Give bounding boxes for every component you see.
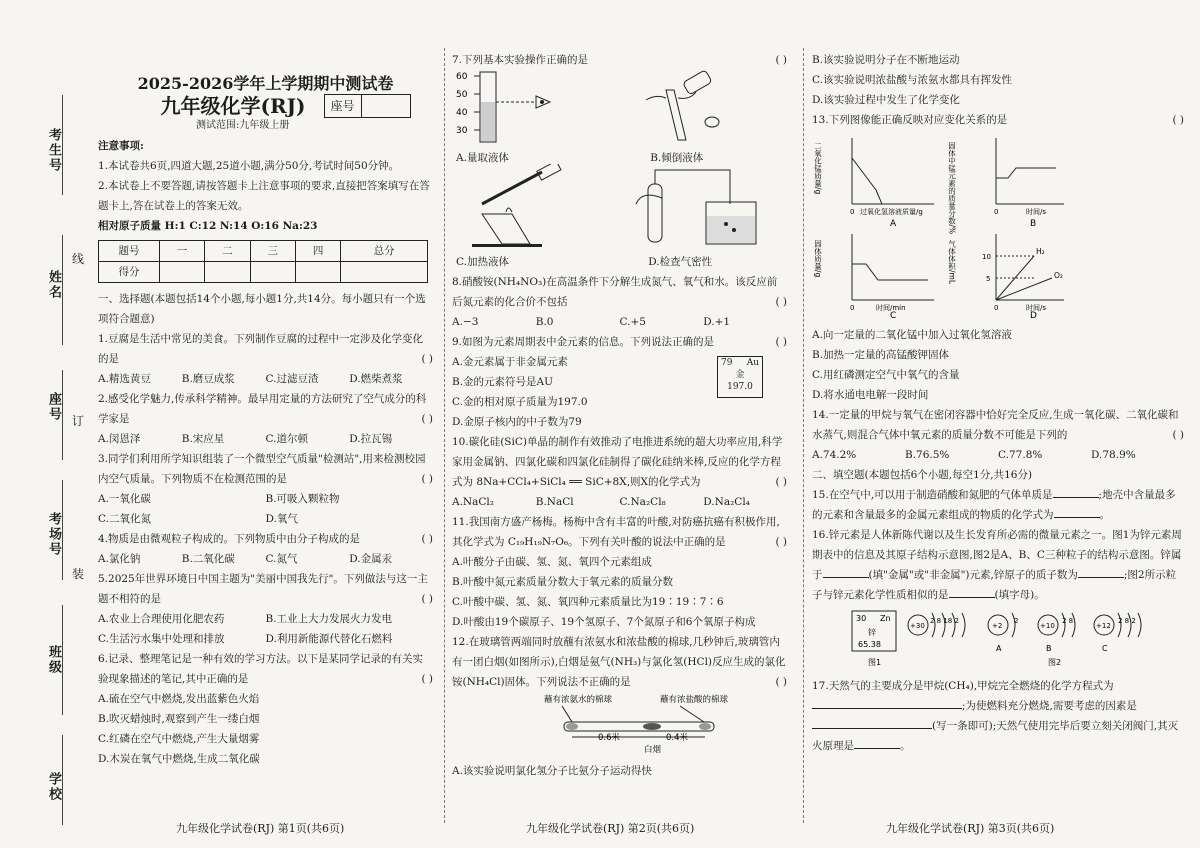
page-footer: 九年级化学试卷(RJ) 第1页(共6页) bbox=[176, 822, 345, 835]
particle-a bbox=[988, 613, 1018, 653]
question-16 bbox=[812, 525, 1184, 605]
question-text: 。 bbox=[900, 740, 911, 752]
score-table-row bbox=[99, 262, 428, 283]
question-text: ;地壳中含量最多的元素和含量最多的金属元素组成的物质的化学式为 bbox=[812, 489, 1176, 521]
question-stem: 10.碳化硅(SiC)单晶的制作有效推动了电推进系统的超大功率应用,科学家用金属钠、四氯化碳和四氯化硅制得了碳化硅纳米棒,反应的化学方程式为 8Na+CCl₄+SiCl₄ ══ SiC+8X,则X的化学式为 bbox=[452, 436, 783, 488]
element-name: 锌 bbox=[868, 628, 876, 637]
left-cotton-label: 蘸有浓氨水的棉球 bbox=[544, 695, 613, 705]
score-cell bbox=[160, 262, 205, 283]
question-stem: 8.硝酸铵(NH₄NO₃)在高温条件下分解生成氮气、氧气和水。该反应前后氮元素的化合价不包括 bbox=[452, 276, 778, 308]
option: D.检查气密性 bbox=[648, 256, 713, 268]
fill-line bbox=[62, 95, 64, 195]
particle-b bbox=[1038, 613, 1075, 653]
electron-shells: 2 8 bbox=[1062, 617, 1074, 625]
tick-label: 50 bbox=[456, 90, 468, 100]
electron-shells: 2 8 18 2 bbox=[930, 617, 959, 625]
figure-airtightness-check bbox=[626, 164, 787, 272]
option: D.将水通电电解一段时间 bbox=[812, 389, 929, 401]
score-cell: 得分 bbox=[99, 262, 160, 283]
figure-pouring-liquid bbox=[626, 70, 787, 164]
exam-title: 2025-2026学年上学期期中测试卷 bbox=[137, 74, 394, 93]
column-divider bbox=[444, 48, 445, 823]
page-1-column bbox=[98, 48, 433, 769]
option: C.氮气 bbox=[265, 553, 298, 565]
seal-mark-staple: 订 bbox=[72, 414, 85, 428]
distance-right: 0.4米 bbox=[666, 733, 689, 743]
graph-d-tick: 10 bbox=[982, 253, 991, 261]
answer-paren: ( ) bbox=[775, 476, 787, 488]
option: B.磨豆成浆 bbox=[181, 373, 235, 385]
graph-b bbox=[947, 138, 1064, 234]
zinc-structure-diagrams bbox=[812, 605, 1184, 669]
option: D.氧气 bbox=[265, 513, 298, 525]
exam-subtitle: 九年级化学(RJ) bbox=[160, 94, 306, 118]
question-15 bbox=[812, 485, 1184, 525]
svg-text:0: 0 bbox=[850, 304, 855, 312]
question-stem: 13.下列图像能正确反映对应变化关系的是 bbox=[812, 114, 1008, 126]
page-3-column bbox=[812, 50, 1184, 756]
nucleus-charge: +30 bbox=[910, 622, 925, 630]
right-cotton-label: 蘸有浓盐酸的棉球 bbox=[660, 695, 729, 705]
option: B.金的元素符号是AU bbox=[452, 376, 553, 388]
answer-paren: ( ) bbox=[421, 473, 433, 485]
question-text: 。 bbox=[1099, 509, 1110, 521]
options bbox=[98, 609, 433, 649]
fill-line bbox=[62, 605, 64, 715]
section-heading: 一、选择题(本题包括14个小题,每小题1分,共14分。每小题只有一个选项符合题意) bbox=[98, 293, 426, 325]
svg-text:0: 0 bbox=[994, 208, 999, 216]
svg-text:0: 0 bbox=[994, 304, 999, 312]
options bbox=[452, 492, 787, 512]
question-stem: 14.一定量的甲烷与氧气在密闭容器中恰好完全反应,生成一氧化碳、二氧化碳和水蒸气,则混合气体中氧元素的质量分数不可能是下列的 bbox=[812, 409, 1179, 441]
option: D.+1 bbox=[703, 316, 731, 328]
question-4 bbox=[98, 529, 433, 569]
tick-label: 30 bbox=[456, 126, 468, 136]
question-9 bbox=[452, 332, 787, 432]
graph-d bbox=[947, 234, 1064, 318]
question-14 bbox=[812, 405, 1184, 465]
question-text: 17.天然气的主要成分是甲烷(CH₄),甲烷完全燃烧的化学方程式为 bbox=[812, 680, 1114, 692]
atomic-mass-line: 相对原子质量 H:1 C:12 N:14 O:16 Na:23 bbox=[98, 220, 318, 232]
graph-d-x-label: 时间/s bbox=[1026, 304, 1047, 312]
score-cell: 总分 bbox=[341, 241, 428, 262]
particle-tag: B bbox=[1046, 644, 1052, 653]
zinc-element-tile bbox=[852, 611, 896, 651]
fill-line bbox=[62, 235, 64, 345]
option: D.木炭在氧气中燃烧,生成二氧化碳 bbox=[98, 753, 260, 765]
test-scope: 测试范围:九年级上册 bbox=[196, 120, 290, 131]
graph-c bbox=[813, 234, 934, 318]
answer-paren: ( ) bbox=[1172, 114, 1184, 126]
question-10 bbox=[452, 432, 787, 512]
column-divider bbox=[803, 48, 804, 823]
option: B.吹灭蜡烛时,观察到产生一缕白烟 bbox=[98, 713, 260, 725]
question-text: (写一条即可);天然气使用完毕后要立刻关闭阀门,其灭火原理是 bbox=[812, 720, 1179, 752]
section-heading: 二、填空题(本题包括6个小题,每空1分,共16分) bbox=[812, 469, 1033, 481]
question-1 bbox=[98, 329, 433, 389]
question-7 bbox=[452, 50, 787, 70]
question-stem: 5.2025年世界环境日中国主题为"美丽中国我先行"。下列做法与这一主题不相符的是 bbox=[98, 573, 428, 605]
tick-label: 40 bbox=[456, 108, 468, 118]
graph-c-y-label: 固体质量/g bbox=[813, 240, 823, 278]
option: B.工业上大力发展火力发电 bbox=[265, 613, 393, 625]
question-text: ;图2所示粒子与锌元素化学性质相似的是 bbox=[812, 569, 1177, 601]
graph-a-tag: A bbox=[890, 219, 897, 229]
option: A.金元素属于非金属元素 bbox=[452, 356, 568, 368]
answer-paren: ( ) bbox=[421, 533, 433, 545]
option: D.拉瓦锡 bbox=[349, 433, 393, 445]
atomic-mass: 65.38 bbox=[858, 640, 881, 649]
seal-mark-line: 线 bbox=[72, 252, 85, 266]
option: B.叶酸中氮元素质量分数大于氧元素的质量分数 bbox=[452, 576, 674, 588]
question-text: (填字母)。 bbox=[994, 589, 1045, 601]
electron-shells: 2 bbox=[1014, 617, 1019, 625]
nucleus-charge: +12 bbox=[1096, 622, 1111, 630]
score-cell bbox=[250, 262, 295, 283]
option: B.76.5% bbox=[905, 449, 950, 461]
question-text: 15.在空气中,可以用于制造硝酸和氮肥的气体单质是 bbox=[812, 489, 1053, 501]
question-text: ;为使燃料充分燃烧,需要考虑的因素是 bbox=[962, 700, 1137, 712]
option: B.二氧化碳 bbox=[181, 553, 235, 565]
options bbox=[98, 429, 433, 449]
question-stem: 6.记录、整理笔记是一种有效的学习方法。以下是某同学记录的有关实验现象描述的笔记,其中正确的是 bbox=[98, 653, 424, 685]
note-item: 1.本试卷共6页,四道大题,25道小题,满分50分,考试时间50分钟。 bbox=[98, 160, 400, 172]
option: A.叶酸分子由碳、氢、氮、氧四个元素组成 bbox=[452, 556, 652, 568]
options bbox=[452, 312, 787, 332]
graph-d-h2: H₂ bbox=[1036, 247, 1045, 256]
answer-paren: ( ) bbox=[421, 673, 433, 685]
option: C.二氧化氮 bbox=[98, 513, 151, 525]
score-cell: 三 bbox=[250, 241, 295, 262]
nucleus-charge: +2 bbox=[992, 622, 1003, 630]
option: D.叶酸由19个碳原子、19个氢原子、7个氮原子和6个氧原子构成 bbox=[452, 616, 756, 628]
answer-blank bbox=[812, 696, 962, 709]
question-stem: 3.同学们利用所学知识组装了一个微型空气质量"检测站",用来检测校园内空气质量。下列物质不在检测范围的是 bbox=[98, 453, 426, 485]
option: C.+5 bbox=[619, 316, 646, 328]
options bbox=[98, 489, 433, 529]
margin-label-class: 班级 bbox=[46, 645, 61, 675]
question-stem: 1.豆腐是生活中常见的美食。下列制作豆腐的过程中一定涉及化学变化的是 bbox=[98, 333, 424, 365]
option: B.宋应星 bbox=[181, 433, 225, 445]
cylinder-reading-illustration bbox=[452, 70, 572, 144]
answer-paren: ( ) bbox=[421, 353, 433, 365]
electron-shells: 2 8 2 bbox=[1118, 617, 1136, 625]
figure-heating-liquid bbox=[452, 164, 613, 272]
q7-figures-bottom bbox=[452, 164, 787, 272]
question-stem: 12.在玻璃管两端同时放蘸有浓氨水和浓盐酸的棉球,几秒钟后,玻璃管内有一团白烟(如图所示),白烟是氨气(NH₃)与氯化氢(HCl)反应生成的氯化铵(NH₄Cl)固体。下列说法不正确的是 bbox=[452, 636, 786, 688]
figure-caption: 图1 bbox=[868, 658, 882, 667]
option: C.道尔顿 bbox=[265, 433, 308, 445]
answer-blank bbox=[949, 585, 995, 598]
margin-label-exam-id: 考生号 bbox=[46, 128, 61, 173]
question-stem: 7.下列基本实验操作正确的是 bbox=[452, 54, 589, 66]
svg-text:0: 0 bbox=[850, 208, 855, 216]
score-cell bbox=[295, 262, 340, 283]
option: D.利用新能源代替化石燃料 bbox=[265, 633, 393, 645]
option: C.红磷在空气中燃烧,产生大量烟雾 bbox=[98, 733, 260, 745]
answer-blank bbox=[854, 736, 900, 749]
option: C.该实验说明浓盐酸与浓氨水都具有挥发性 bbox=[812, 74, 1012, 86]
question-stem: 4.物质是由微观粒子构成的。下列物质中由分子构成的是 bbox=[98, 533, 361, 545]
option: B.该实验说明分子在不断地运动 bbox=[812, 54, 960, 66]
zinc-atom-structure bbox=[908, 613, 965, 637]
page-footer: 九年级化学试卷(RJ) 第3页(共6页) bbox=[886, 822, 1055, 835]
option: C.过滤豆渣 bbox=[265, 373, 319, 385]
graph-d-tick: 5 bbox=[986, 275, 991, 283]
option: A.农业上合理使用化肥农药 bbox=[98, 613, 225, 625]
graph-a-y-label: 二氧化锰质量/g bbox=[813, 142, 823, 195]
seat-input-cell bbox=[361, 95, 410, 117]
margin-label-seat: 座号 bbox=[46, 392, 61, 422]
question-2 bbox=[98, 389, 433, 449]
option: A.−3 bbox=[452, 316, 479, 328]
option: C.金的相对原子质量为197.0 bbox=[452, 396, 588, 408]
particle-c bbox=[1094, 613, 1141, 653]
answer-paren: ( ) bbox=[775, 536, 787, 548]
question-8 bbox=[452, 272, 787, 332]
particle-tag: C bbox=[1102, 644, 1108, 653]
answer-paren: ( ) bbox=[421, 593, 433, 605]
option: B.0 bbox=[535, 316, 554, 328]
option: A.向一定量的二氧化锰中加入过氧化氢溶液 bbox=[812, 329, 1012, 341]
question-stem: 11.我国南方盛产杨梅。杨梅中含有丰富的叶酸,对防癌抗癌有积极作用,其化学式为 C₁₉H₁₉N₇O₆。下列有关叶酸的说法中正确的是 bbox=[452, 516, 780, 548]
graph-c-tag: C bbox=[890, 311, 897, 318]
option: C.77.8% bbox=[998, 449, 1043, 461]
glass-tube-diagram bbox=[452, 692, 787, 754]
score-cell: 一 bbox=[160, 241, 205, 262]
score-cell: 题号 bbox=[99, 241, 160, 262]
option: A.一氧化碳 bbox=[98, 493, 151, 505]
option: A.量取液体 bbox=[456, 152, 509, 164]
option: A.74.2% bbox=[812, 449, 857, 461]
option: A.硫在空气中燃烧,发出蓝紫色火焰 bbox=[98, 693, 260, 705]
question-stem: 2.感受化学魅力,传承科学精神。最早用定量的方法研究了空气成分的科学家是 bbox=[98, 393, 427, 425]
option: C.Na₂Cl₈ bbox=[619, 496, 666, 508]
margin-label-school: 学校 bbox=[46, 772, 61, 802]
answer-blank bbox=[1053, 485, 1099, 498]
graph-a-x-label: 过氧化氢溶液质量/g bbox=[860, 208, 923, 216]
element-symbol: Zn bbox=[880, 614, 891, 623]
answer-paren: ( ) bbox=[421, 413, 433, 425]
score-cell bbox=[341, 262, 428, 283]
graph-b-y-label: 固体中锰元素的质量分数/% bbox=[947, 142, 957, 235]
answer-blank bbox=[1078, 565, 1124, 578]
atomic-number: 79 bbox=[721, 358, 733, 368]
answer-paren: ( ) bbox=[775, 336, 787, 348]
tick-label: 60 bbox=[456, 72, 468, 82]
seat-number-box bbox=[324, 94, 411, 118]
question-stem: 9.如图为元素周期表中金元素的信息。下列说法正确的是 bbox=[452, 336, 715, 348]
answer-paren: ( ) bbox=[775, 54, 787, 66]
option: C.生活污水集中处理和排放 bbox=[98, 633, 225, 645]
option: C.加热液体 bbox=[456, 256, 509, 268]
score-table bbox=[98, 240, 428, 283]
option: D.金原子核内的中子数为79 bbox=[452, 416, 582, 428]
answer-paren: ( ) bbox=[775, 296, 787, 308]
options bbox=[98, 369, 433, 389]
score-table-row bbox=[99, 241, 428, 262]
option: B.NaCl bbox=[535, 496, 574, 508]
element-name: 金 bbox=[735, 370, 745, 380]
heating-illustration bbox=[452, 164, 582, 248]
notes-heading: 注意事项: bbox=[98, 140, 144, 152]
q7-figures-top bbox=[452, 70, 787, 164]
figure-caption: 图2 bbox=[1048, 658, 1062, 667]
seal-mark-bind: 装 bbox=[72, 567, 85, 581]
question-text: 16.锌元素是人体新陈代谢以及生长发育所必需的微量元素之一。图1为锌元素周期表中的信息及其原子结构示意图,图2是A、B、C三种粒子的结构示意图。锌属于 bbox=[812, 529, 1182, 581]
element-symbol: Au bbox=[746, 358, 759, 368]
binding-margin bbox=[0, 0, 92, 848]
distance-left: 0.6米 bbox=[598, 733, 621, 743]
pouring-illustration bbox=[626, 70, 746, 144]
smoke-label: 白烟 bbox=[644, 745, 662, 754]
option: B.加热一定量的高锰酸钾固体 bbox=[812, 349, 950, 361]
question-3 bbox=[98, 449, 433, 529]
nucleus-charge: +10 bbox=[1040, 622, 1055, 630]
answer-blank bbox=[823, 565, 869, 578]
graph-d-tag: D bbox=[1030, 311, 1037, 318]
atomic-number: 30 bbox=[856, 614, 867, 623]
particle-tag: A bbox=[996, 644, 1002, 653]
graph-b-tag: B bbox=[1030, 219, 1037, 229]
question-5 bbox=[98, 569, 433, 649]
score-cell: 二 bbox=[205, 241, 250, 262]
question-12 bbox=[452, 632, 787, 781]
gold-element-tile bbox=[717, 356, 763, 398]
score-cell: 四 bbox=[295, 241, 340, 262]
fill-line bbox=[62, 370, 64, 460]
page-footer: 九年级化学试卷(RJ) 第2页(共6页) bbox=[526, 822, 695, 835]
option: A.闵恩泽 bbox=[98, 433, 141, 445]
fill-line bbox=[62, 480, 64, 580]
option: D.燃柴煮浆 bbox=[349, 373, 403, 385]
option: D.该实验过程中发生了化学变化 bbox=[812, 94, 960, 106]
graph-b-x-label: 时间/s bbox=[1026, 208, 1047, 216]
option: D.Na₂Cl₄ bbox=[703, 496, 750, 508]
seat-label: 座号 bbox=[330, 99, 355, 113]
page-2-column bbox=[452, 50, 787, 781]
answer-blank bbox=[1054, 505, 1100, 518]
question-6 bbox=[98, 649, 433, 769]
question-11 bbox=[452, 512, 787, 632]
question-17 bbox=[812, 676, 1184, 756]
graph-d-y-label: 气体体积/mL bbox=[947, 240, 957, 285]
margin-label-name: 姓名 bbox=[46, 270, 61, 300]
options bbox=[98, 549, 433, 569]
airtightness-illustration bbox=[626, 164, 766, 248]
question-13 bbox=[812, 110, 1184, 130]
option: D.78.9% bbox=[1091, 449, 1136, 461]
graph-c-x-label: 时间/min bbox=[876, 304, 906, 312]
option: C.用红磷测定空气中氧气的含量 bbox=[812, 369, 960, 381]
answer-paren: ( ) bbox=[775, 676, 787, 688]
note-item: 2.本试卷上不要答题,请按答题卡上注意事项的要求,直接把答案填写在答题卡上,答在试卷上的答案无效。 bbox=[98, 180, 430, 212]
figure-measuring-cylinder bbox=[452, 70, 613, 164]
graph-a bbox=[813, 138, 934, 229]
question-text: (填"金属"或"非金属")元素,锌原子的质子数为 bbox=[868, 569, 1078, 581]
graph-d-o2: O₂ bbox=[1054, 271, 1063, 280]
answer-paren: ( ) bbox=[1172, 429, 1184, 441]
option: D.金属汞 bbox=[349, 553, 393, 565]
options bbox=[812, 445, 1184, 465]
option: A.NaCl₂ bbox=[452, 496, 494, 508]
option: C.叶酸中碳、氢、氮、氧四种元素质量比为19∶19∶7∶6 bbox=[452, 596, 724, 608]
atomic-mass: 197.0 bbox=[727, 382, 753, 392]
option: A.精选黄豆 bbox=[98, 373, 151, 385]
score-cell bbox=[205, 262, 250, 283]
option: A.氯化钠 bbox=[98, 553, 141, 565]
margin-label-room: 考场号 bbox=[46, 512, 61, 557]
fill-line bbox=[62, 735, 64, 825]
option: B.倾倒液体 bbox=[650, 152, 704, 164]
q13-graphs bbox=[812, 130, 1072, 318]
answer-blank bbox=[812, 716, 932, 729]
option: A.该实验说明氯化氢分子比氨分子运动得快 bbox=[452, 765, 652, 777]
option: B.可吸入颗粒物 bbox=[265, 493, 340, 505]
